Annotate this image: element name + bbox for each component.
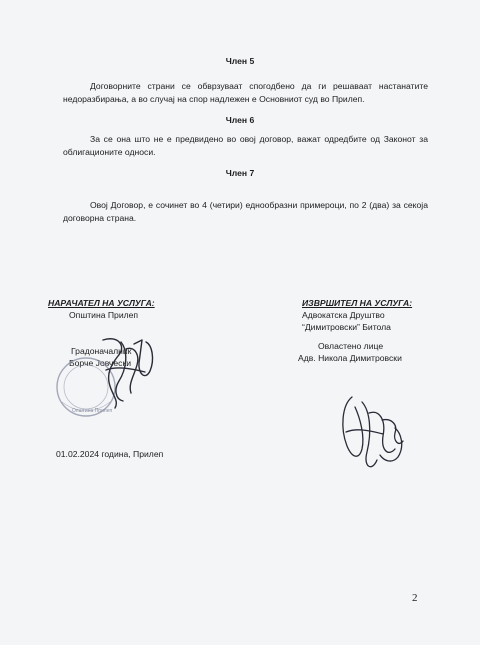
article-7-line-2: договорна страна.: [63, 213, 137, 223]
article-5-heading: Член 5: [225, 56, 255, 66]
article-5-line-1: Договорните страни се обврзуваат спогодбено да ги решаваат настанатите: [90, 81, 428, 91]
article-7-line-1: Овој Договор, е сочинет во 4 (четири) еднообразни примероци, по 2 (два) за секоја: [90, 200, 428, 210]
contractor-role: Овластено лице: [318, 341, 384, 351]
article-6-heading: Член 6: [225, 115, 255, 125]
article-7-heading: Член 7: [225, 168, 255, 178]
article-5-line-2: недоразбирања, а во случај на спор надлежен е Основниот суд во Прилеп.: [63, 94, 365, 104]
contractor-person: Адв. Никола Димитровски: [298, 353, 402, 363]
contractor-org-1: Адвокатска Друштво: [302, 310, 385, 320]
svg-text:Општина Прилеп: Општина Прилеп: [72, 408, 113, 414]
contractor-title: ИЗВРШИТЕЛ НА УСЛУГА:: [302, 298, 413, 308]
contractor-org-2: “Димитровски” Битола: [302, 322, 391, 332]
contractor-signature: [343, 397, 403, 467]
page-number: 2: [412, 592, 418, 604]
date-place: 01.02.2024 година, Прилеп: [56, 449, 164, 459]
article-6-line-2: облигационите односи.: [63, 147, 156, 157]
article-6-line-1: За се она што не е предвидено во овој договор, важат одредбите од Законот за: [90, 134, 428, 144]
official-stamp: [57, 358, 115, 416]
client-org: Општина Прилеп: [69, 310, 139, 320]
client-role: Градоначалник: [71, 346, 132, 356]
client-signature: [103, 339, 153, 408]
client-title: НАРАЧАТЕЛ НА УСЛУГА:: [48, 298, 155, 308]
client-person: Борче Јовчески: [69, 358, 132, 368]
